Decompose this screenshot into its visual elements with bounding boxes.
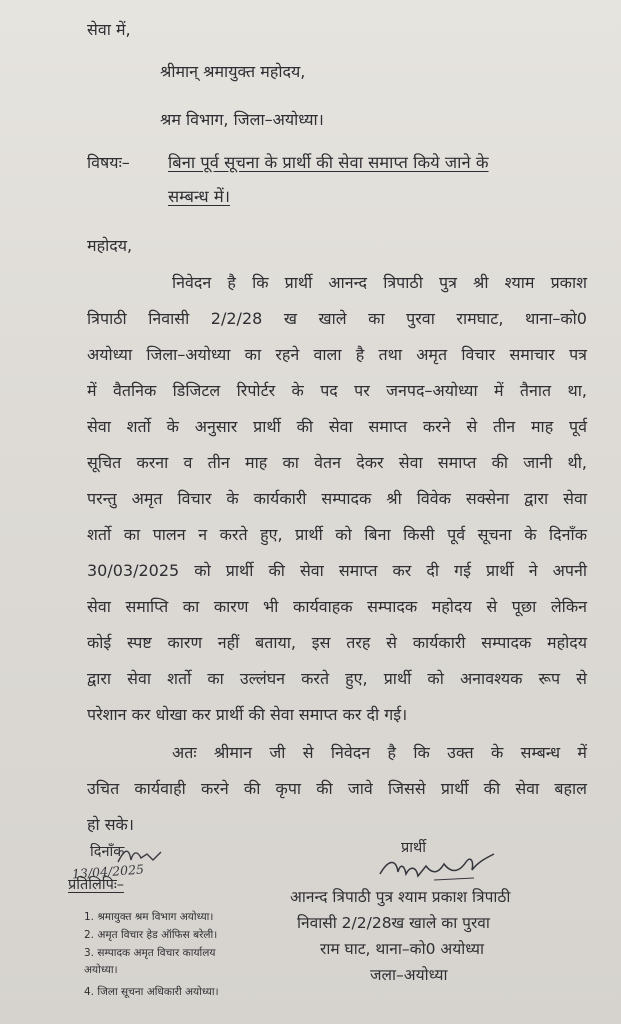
body-line: परेशान कर धोखा कर प्रार्थी की सेवा समाप्त कर दी गई। <box>87 705 408 724</box>
copy-list-item: 4. जिला सूचना अधिकारी अयोध्या। <box>84 986 219 998</box>
body-line: निवेदन है कि प्रार्थी आनन्द त्रिपाठी पुत्र श्री श्याम प्रकाश <box>172 273 587 292</box>
body-line: कोई स्पष्ट कारण नहीं बताया, इस तरह से कार्यकारी सम्पादक महोदय <box>87 633 587 652</box>
subject-line-2: सम्बन्ध में। <box>168 187 231 206</box>
date-initials-icon <box>115 844 165 868</box>
applicant-signature-icon <box>374 852 504 886</box>
sender-line: निवासी 2/2/28ख खाले का पुरवा <box>297 914 490 932</box>
body-line: शर्तो का पालन न करते हुए, प्रार्थी को बिना किसी पूर्व सूचना के दिनाँक <box>87 525 587 544</box>
body-line: त्रिपाठी निवासी 2/2/28 ख खाले का पुरवा रामघाट, थाना–को0 <box>87 309 587 328</box>
body-line: द्वारा सेवा शर्तो का उल्लंघन करते हुए, प्रार्थी को अनावश्यक रूप से <box>87 669 587 688</box>
body-line: अतः श्रीमान जी से निवेदन है कि उक्त के सम्बन्ध में <box>172 743 587 762</box>
body-line: सेवा शर्तो के अनुसार प्रार्थी की सेवा समाप्त करने से तीन माह पूर्व <box>87 417 587 436</box>
subject-label: विषयः– <box>87 153 130 172</box>
salutation-to: सेवा में, <box>87 20 131 39</box>
copy-label: प्रतिलिपिः– <box>68 877 125 893</box>
body-line: उचित कार्यवाही करने की कृपा की जावे जिससे प्रार्थी की सेवा बहाल <box>87 779 587 798</box>
body-line: परन्तु अमृत विचार के कार्यकारी सम्पादक श्री विवेक सक्सेना द्वारा सेवा <box>87 489 587 508</box>
date-label: दिनाँक <box>90 844 125 860</box>
copy-list-item: 3. सम्पादक अमृत विचार कार्यालय <box>84 947 216 959</box>
body-line: 30/03/2025 को प्रार्थी की सेवा समाप्त कर दी गई प्रार्थी ने अपनी <box>87 561 587 580</box>
copy-list-item: अयोध्या। <box>84 964 118 976</box>
sender-line: राम घाट, थाना–को0 अयोध्या <box>320 940 485 958</box>
addressee-line-2: श्रम विभाग, जिला–अयोध्या। <box>160 110 324 129</box>
body-line: सूचित करना व तीन माह का वेतन देकर सेवा समाप्त की जानी थी, <box>87 453 587 472</box>
copy-list-item: 1. श्रमायुक्त श्रम विभाग अयोध्या। <box>84 911 214 923</box>
subject-line-1: बिना पूर्व सूचना के प्रार्थी की सेवा समाप्त किये जाने के <box>168 153 489 172</box>
body-line: सेवा समाप्ति का कारण भी कार्यवाहक सम्पादक महोदय से पूछा लेकिन <box>87 597 587 616</box>
date-handwritten: 13/04/2025 <box>71 861 145 882</box>
body-line: में वैतनिक डिजिटल रिपोर्टर के पद पर जनपद–अयोध्या में तैनात था, <box>87 381 587 400</box>
addressee-line-1: श्रीमान् श्रमायुक्त महोदय, <box>160 62 306 81</box>
body-line: हो सके। <box>87 815 134 834</box>
copy-list-item: 2. अमृत विचार हेड ऑफिस बरेली। <box>84 929 218 941</box>
greeting: महोदय, <box>87 236 133 255</box>
sender-line: जला–अयोध्या <box>370 966 448 984</box>
sender-line: आनन्द त्रिपाठी पुत्र श्याम प्रकाश त्रिपाठी <box>290 888 511 906</box>
applicant-label: प्रार्थी <box>401 840 427 856</box>
body-line: अयोध्या जिला–अयोध्या का रहने वाला है तथा अमृत विचार समाचार पत्र <box>87 345 587 364</box>
